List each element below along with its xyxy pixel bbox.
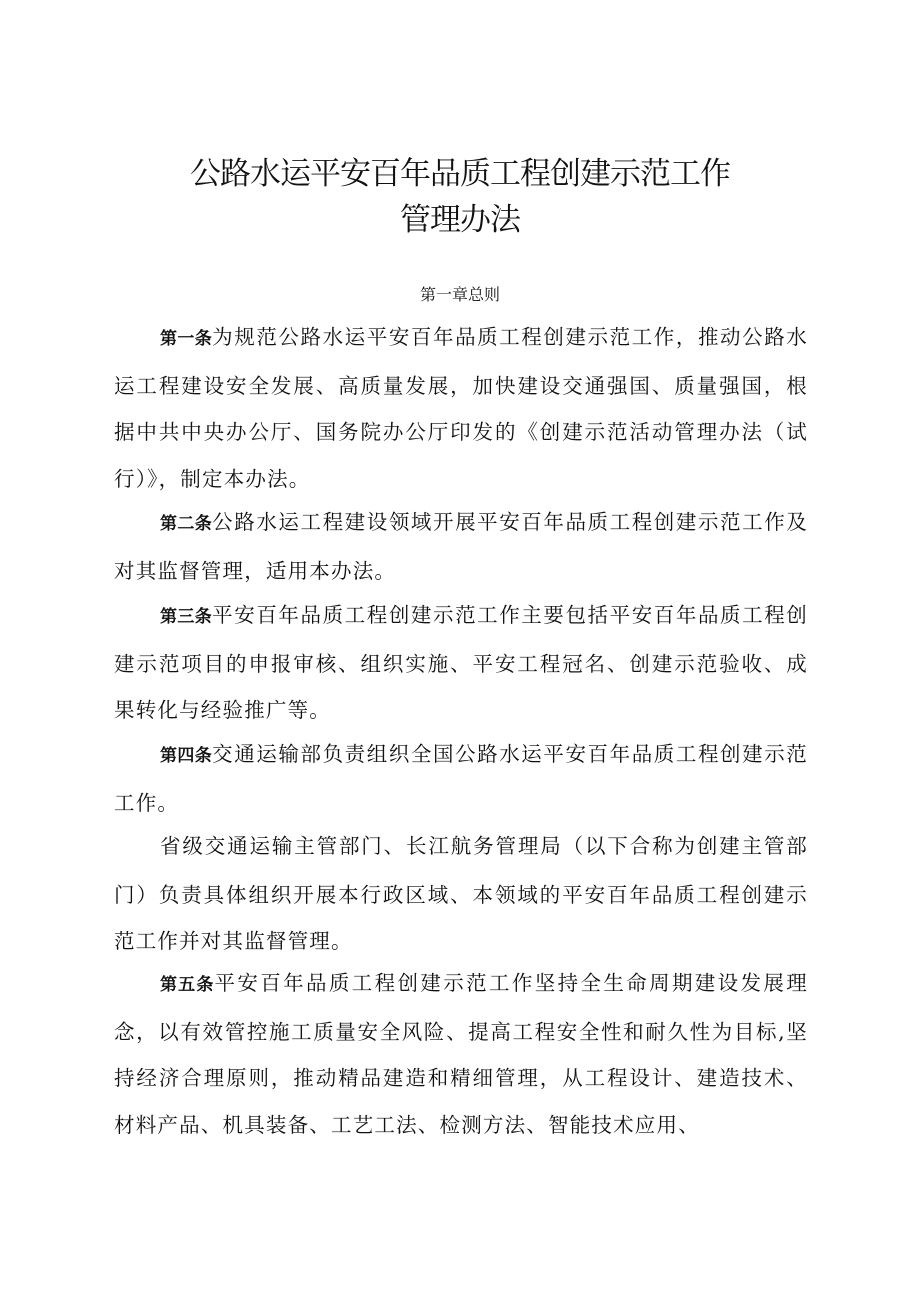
article-5 (114, 960, 808, 1148)
article-3 (114, 592, 808, 734)
article-5-text: 平安百年品质工程创建示范工作坚持全生命周期建设发展理念，以有效管控施工质量安全风险、提高工程安全性和耐久性为目标,坚持经济合理原则，推动精品建造和精细管理，从工程设计、建造技术、材料产品、机具装备、工艺工法、检测方法、智能技术应用、 (114, 971, 808, 1137)
article-3-label: 第三条 (160, 607, 213, 627)
article-5-label: 第五条 (160, 975, 215, 995)
article-2-text: 公路水运工程建设领域开展平安百年品质工程创建示范工作及对其监督管理，适用本办法。 (114, 510, 809, 583)
article-2-label: 第二条 (160, 514, 213, 534)
article-4-text: 交通运输部负责组织全国公路水运平安百年品质工程创建示范工作。 (114, 742, 809, 815)
article-1-label: 第一条 (160, 329, 213, 349)
article-3-text: 平安百年品质工程创建示范工作主要包括平安百年品质工程创建示范项目的申报审核、组织实施、平安工程冠名、创建示范验收、成果转化与经验推广等。 (114, 603, 809, 722)
chapter-heading: 第一章总则 (419, 285, 500, 304)
document-title-line-1: 公路水运平安百年品质工程创建示范工作 (190, 156, 730, 192)
document-title-line-2: 管理办法 (400, 202, 520, 238)
article-2 (114, 499, 808, 594)
article-4-paragraph-2-text: 省级交通运输主管部门、长江航务管理局（以下合称为创建主管部门）负责具体组织开展本行政区域、本领域的平安百年品质工程创建示范工作并对其监督管理。 (114, 834, 808, 953)
article-1-text: 为规范公路水运平安百年品质工程创建示范工作，推动公路水运工程建设安全发展、高质量发展，加快建设交通强国、质量强国，根据中共中央办公厅、国务院办公厅印发的《创建示范活动管理办法（试行）》，制定本办法。 (114, 325, 809, 491)
article-4-label: 第四条 (160, 746, 213, 766)
article-4-paragraph-2 (114, 823, 808, 965)
article-1 (114, 314, 808, 502)
article-4 (114, 731, 808, 826)
